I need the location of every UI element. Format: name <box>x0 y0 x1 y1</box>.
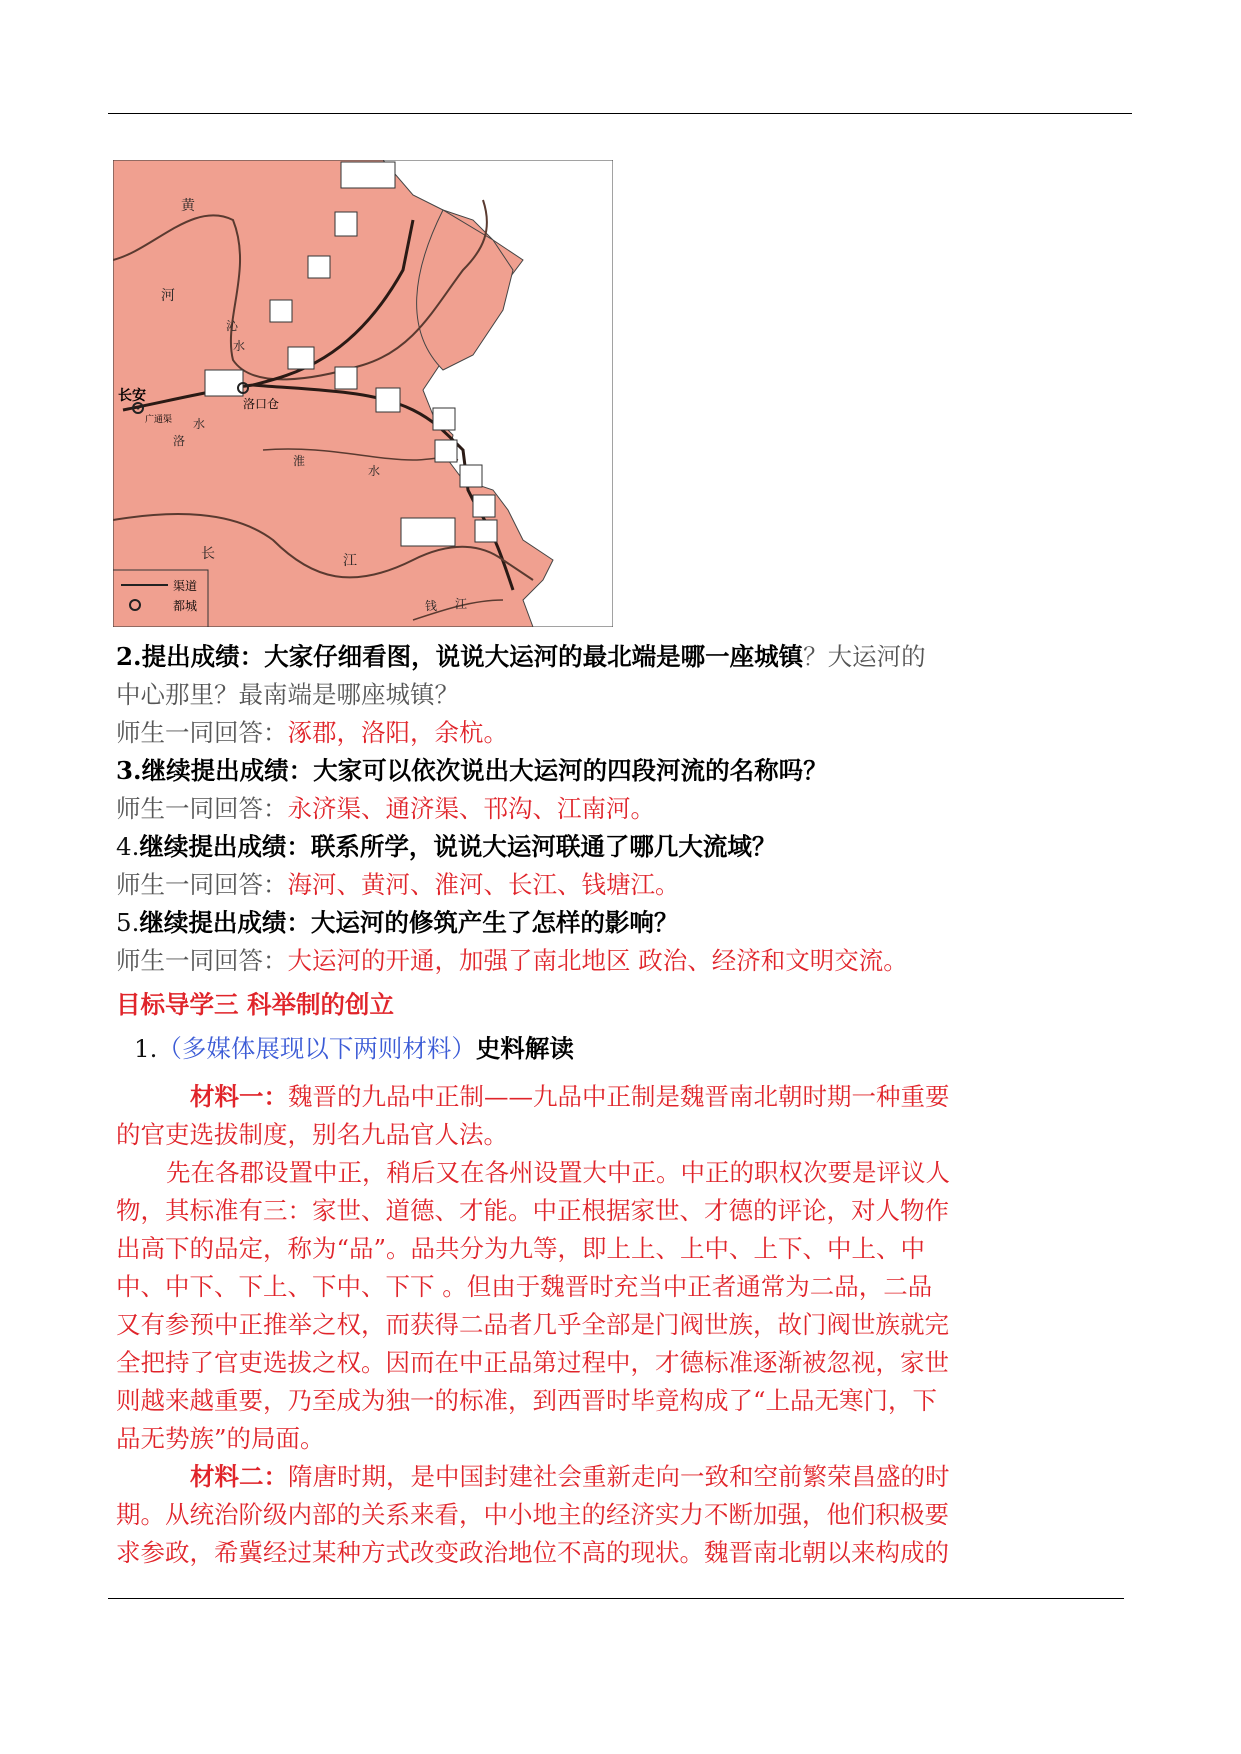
map-label-guangtongqu: 广通渠 <box>145 415 173 425</box>
map-label-shui3: 水 <box>368 464 381 478</box>
material1-line4: 出高下的品定，称为“品”。品共分为九等，即上上、上中、上下、中上、中 <box>116 1234 926 1263</box>
materials-block <box>116 1078 1136 1572</box>
map-label-chang: 长 <box>201 546 215 562</box>
material1-line8: 则越来越重要，乃至成为独一的标准，到西晋时毕竟构成了“上品无寒门，下 <box>116 1386 938 1415</box>
map-label-he: 河 <box>161 288 175 304</box>
map-label-changan: 长安 <box>118 388 146 404</box>
material2-line2: 求参政，希冀经过某种方式改变政治地位不高的现状。魏晋南北朝以来构成的 <box>116 1538 949 1567</box>
material1-line1: 的官吏选拔制度，别名九品官人法。 <box>116 1120 508 1149</box>
map-label-huai: 淮 <box>293 454 306 468</box>
map-label-qin: 沁 <box>226 319 239 333</box>
map-label-huang: 黄 <box>181 198 195 214</box>
map-label-luokoucang: 洛口仓 <box>243 397 280 411</box>
q5-question: 5.继续提出成绩：大运河的修筑产生了怎样的影响？ <box>116 908 679 937</box>
material1-line5: 中、中下、下上、下中、下下 。但由于魏晋时充当中正者通常为二品，二品 <box>116 1272 933 1301</box>
section-heading: 目标导学三 科举制的创立 <box>116 990 395 1019</box>
legend-canal-label: 渠道 <box>173 579 198 593</box>
map-label-qian: 钱 <box>425 599 438 613</box>
material1-line6: 又有参预中正推举之权，而获得二品者几乎全部是门阀世族，故门阀世族就完 <box>116 1310 949 1339</box>
map-label-luo: 洛 <box>173 434 186 448</box>
questions-block <box>116 638 1136 1068</box>
material1-line9: 品无势族”的局面。 <box>116 1424 325 1453</box>
q5-answer: 师生一同回答：大运河的开通，加强了南北地区 政治、经济和文明交流。 <box>116 946 908 975</box>
q2-answer: 师生一同回答：涿郡，洛阳，余杭。 <box>116 718 508 747</box>
map-label-jiang: 江 <box>343 553 357 569</box>
q2-line2: 中心那里？最南端是哪座城镇？ <box>116 680 459 709</box>
material1-line2: 先在各郡设置中正，稍后又在各州设置大中正。中正的职权次要是评议人 <box>166 1158 950 1187</box>
material2-line0: 材料二：隋唐时期，是中国封建社会重新走向一致和空前繁荣昌盛的时 <box>190 1462 950 1491</box>
material1-line3: 物，其标准有三：家世、道德、才能。中正根据家世、才德的评论，对人物作 <box>116 1196 949 1225</box>
material1-line0: 材料一：魏晋的九品中正制——九品中正制是魏晋南北朝时期一种重要 <box>190 1082 950 1111</box>
map-label-shui1: 水 <box>233 339 246 353</box>
q4-answer: 师生一同回答：海河、黄河、淮河、长江、钱塘江。 <box>116 870 680 899</box>
material1-line7: 全把持了官吏选拔之权。因而在中正品第过程中，才德标准逐渐被忽视，家世 <box>116 1348 949 1377</box>
grand-canal-map <box>113 160 613 627</box>
map-label-shui2: 水 <box>193 417 206 431</box>
map-label-jiang2: 江 <box>455 597 468 611</box>
q3-answer: 师生一同回答：永济渠、通济渠、邗沟、江南河。 <box>116 794 655 823</box>
section-item-1: 1.（多媒体展现以下两则材料）史料解读 <box>134 1034 574 1063</box>
header-rule <box>108 113 1132 114</box>
q2-line1: 2.提出成绩：大家仔细看图，说说大运河的最北端是哪一座城镇？大运河的 <box>116 642 926 671</box>
footer-rule <box>108 1598 1124 1599</box>
legend-capital-label: 都城 <box>173 599 198 613</box>
q4-question: 4.继续提出成绩：联系所学，说说大运河联通了哪几大流域？ <box>116 832 777 861</box>
q3-question: 3.继续提出成绩：大家可以依次说出大运河的四段河流的名称吗？ <box>116 756 828 785</box>
material2-line1: 期。从统治阶级内部的关系来看，中小地主的经济实力不断加强，他们积极要 <box>116 1500 949 1529</box>
